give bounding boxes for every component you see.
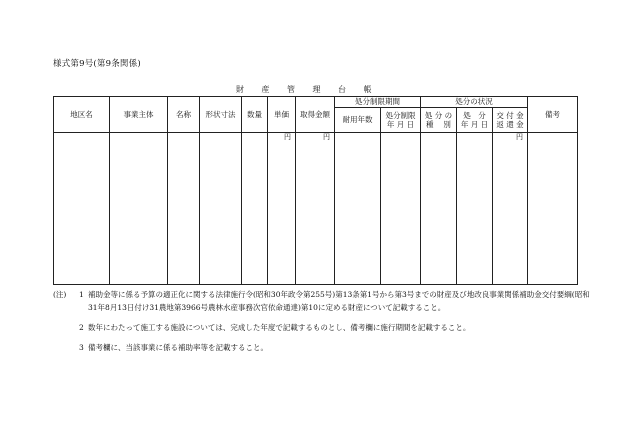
header-remarks: 備考: [528, 97, 578, 133]
cell-quantity: [242, 133, 268, 143]
header-disposal-date: 処 分 年 月 日: [457, 108, 493, 133]
notes-lead: (注): [53, 290, 67, 299]
note-number: 2: [79, 323, 84, 332]
cell-disposal-limit-date: [381, 133, 421, 143]
header-acquisition-amount: 取得金額: [296, 97, 335, 133]
header-disposal-limit-group: 処分制限期間: [335, 97, 421, 108]
cell-name: [168, 133, 200, 143]
note-item: [53, 288, 593, 314]
header-useful-life: 耐用年数: [335, 108, 381, 133]
unit-yen-refund: 円: [493, 133, 528, 143]
note-item: [53, 321, 593, 334]
note-number: 3: [79, 343, 84, 352]
note-number: 1: [79, 290, 84, 299]
header-quantity: 数量: [242, 97, 268, 133]
cell-useful-life: [335, 133, 381, 143]
cell-operator: [110, 133, 168, 143]
header-disposal-status-group: 処分の状況: [421, 97, 528, 108]
note-text: 補助金等に係る予算の適正化に関する法律施行令(昭和30年政令第255号)第13条第1号から第3号までの財産及び地改良事業関係補助金交付要綱(昭和31年8月13日付け31農地第3966号農林水産事務次官依命通達)第10に定める財産について記載すること。: [88, 290, 590, 312]
cell-district: [54, 133, 110, 143]
table-body-row: [54, 143, 578, 285]
header-name: 名称: [168, 97, 200, 133]
ledger-title: 財 産 管 理 台 帳: [236, 85, 372, 94]
header-refund-amount: 交 付 金 返 還 金: [493, 108, 528, 133]
header-shape-size: 形状寸法: [200, 97, 242, 133]
unit-yen-acquisition: 円: [296, 133, 335, 143]
cell-shape-size: [200, 133, 242, 143]
cell-disposal-date: [457, 133, 493, 143]
property-ledger-table: [53, 96, 578, 285]
header-disposal-type: 処 分 の 種 別: [421, 108, 457, 133]
note-item: [53, 341, 593, 354]
header-unit-price: 単価: [268, 97, 296, 133]
unit-yen-unit-price: 円: [268, 133, 296, 143]
header-disposal-limit-date: 処分制限 年 月 日: [381, 108, 421, 133]
note-text: 数年にわたって施工する施設については、完成した年度で記載するものとし、備考欄に施行期間を記載すること。: [88, 323, 471, 332]
notes-section: [53, 288, 593, 354]
cell-remarks: [528, 133, 578, 143]
note-text: 備考欄に、当該事業に係る補助率等を記載すること。: [88, 343, 268, 352]
cell-disposal-type: [421, 133, 457, 143]
header-operator: 事業主体: [110, 97, 168, 133]
form-number: 様式第9号(第9条関係): [53, 59, 141, 69]
header-district: 地区名: [54, 97, 110, 133]
